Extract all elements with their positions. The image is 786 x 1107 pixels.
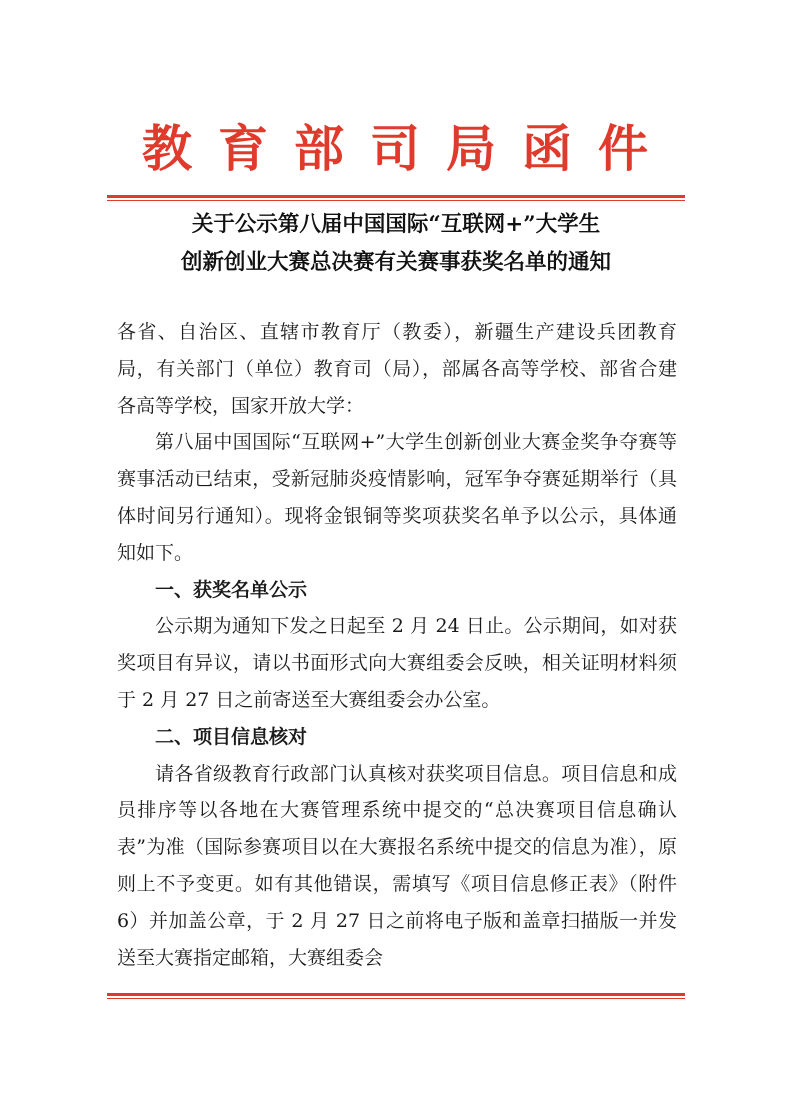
- notice-title-line-1: 关于公示第八届中国国际“互联网+”大学生: [191, 212, 601, 237]
- section-1-paragraph: 公示期为通知下发之日起至 2 月 24 日止。公示期间，如对获奖项目有异议，请以书面形式向大赛组委会反映，相关证明材料须于 2 月 27 日之前寄送至大赛组委会办公室。: [117, 615, 677, 711]
- section-2-heading: 二、项目信息核对: [155, 725, 308, 748]
- section-2-paragraph: 请各省级教育行政部门认真核对获奖项目信息。项目信息和成员排序等以各地在大赛管理系统中提交的“总决赛项目信息确认表”为准（国际参赛项目以在大赛报名系统中提交的信息为准），原则上不予变更。如有其他错误，需填写《项目信息修正表》（附件 6）并加盖公章，于 2 月 27 日之前将电子版和盖章扫描版一并发送至大赛指定邮箱，大赛组委会: [117, 762, 677, 969]
- letterhead-title: 教育部司局函件: [142, 119, 674, 178]
- notice-title: [107, 206, 685, 282]
- section-1-heading: 一、获奖名单公示: [155, 578, 308, 601]
- footer-divider: [107, 993, 685, 999]
- intro-paragraph: 第八届中国国际“互联网+”大学生创新创业大赛金奖争夺赛等赛事活动已结束，受新冠肺炎疫情影响，冠军争夺赛延期举行（具体时间另行通知）。现将金银铜等奖项获奖名单予以公示，具体通知如下。: [117, 431, 677, 564]
- notice-body: [117, 314, 677, 976]
- addressee-paragraph: 各省、自治区、直辖市教育厅（教委），新疆生产建设兵团教育局，有关部门（单位）教育司（局），部属各高等学校、部省合建各高等学校，国家开放大学：: [117, 321, 677, 417]
- letterhead-divider: [107, 195, 685, 201]
- notice-title-line-2: 创新创业大赛总决赛有关赛事获奖名单的通知: [180, 250, 611, 275]
